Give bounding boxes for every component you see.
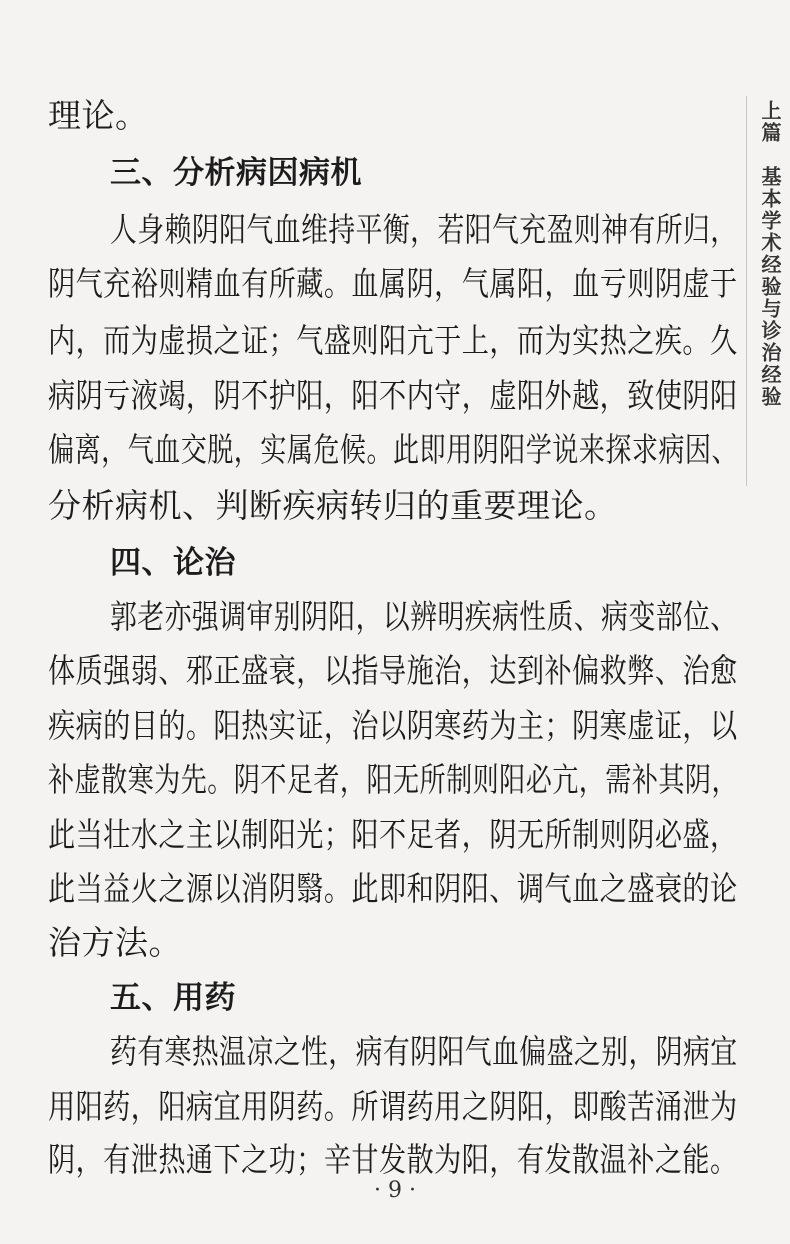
text-line: 此当益火之源以消阴翳。此即和阴阳、调气血之盛衰的论 — [48, 869, 738, 908]
text-line: 阴，有泄热通下之功；辛甘发散为阳，有发散温补之能。 — [48, 1140, 738, 1179]
page-number: · 9 · — [374, 1178, 416, 1203]
text-line: 疾病的目的。阳热实证，治以阴寒药为主；阴寒虚证，以 — [48, 706, 738, 745]
text-line: 偏离，气血交脱，实属危候。此即用阴阳学说来探求病因、 — [48, 430, 738, 469]
section-heading-3: 三、分析病因病机 — [110, 155, 362, 191]
section-heading-4: 四、论治 — [110, 545, 236, 581]
text-line: 郭老亦强调审别阴阳，以辨明疾病性质、病变部位、 — [110, 597, 738, 636]
text-line: 分析病机、判断疾病转归的重要理论。 — [48, 486, 618, 525]
text-line: 体质强弱、邪正盛衰，以指导施治，达到补偏救弊、治愈 — [48, 651, 738, 690]
text-line: 此当壮水之主以制阳光；阳不足者，阴无所制则阴必盛， — [48, 815, 738, 854]
text-line: 补虚散寒为先。阴不足者，阳无所制则阳必亢，需补其阴， — [48, 760, 738, 799]
side-running-header: 上篇 基本学术经验与诊治经验 — [758, 100, 782, 408]
text-line: 用阳药，阳病宜用阴药。所谓药用之阴阳，即酸苦涌泄为 — [48, 1087, 738, 1126]
text-line: 药有寒热温凉之性，病有阴阳气血偏盛之别，阴病宜 — [110, 1032, 738, 1071]
text-line: 理论。 — [48, 96, 149, 135]
text-line: 治方法。 — [48, 923, 182, 962]
side-header-rule — [746, 96, 747, 486]
section-heading-5: 五、用药 — [110, 980, 236, 1016]
text-line: 病阴亏液竭，阴不护阳，阳不内守，虚阳外越，致使阴阳 — [48, 376, 738, 415]
text-line: 人身赖阴阳气血维持平衡，若阳气充盈则神有所归， — [110, 210, 738, 249]
text-line: 阴气充裕则精血有所藏。血属阴，气属阳，血亏则阴虚于 — [48, 264, 738, 303]
text-line: 内，而为虚损之证；气盛则阳亢于上，而为实热之疾。久 — [48, 321, 738, 360]
